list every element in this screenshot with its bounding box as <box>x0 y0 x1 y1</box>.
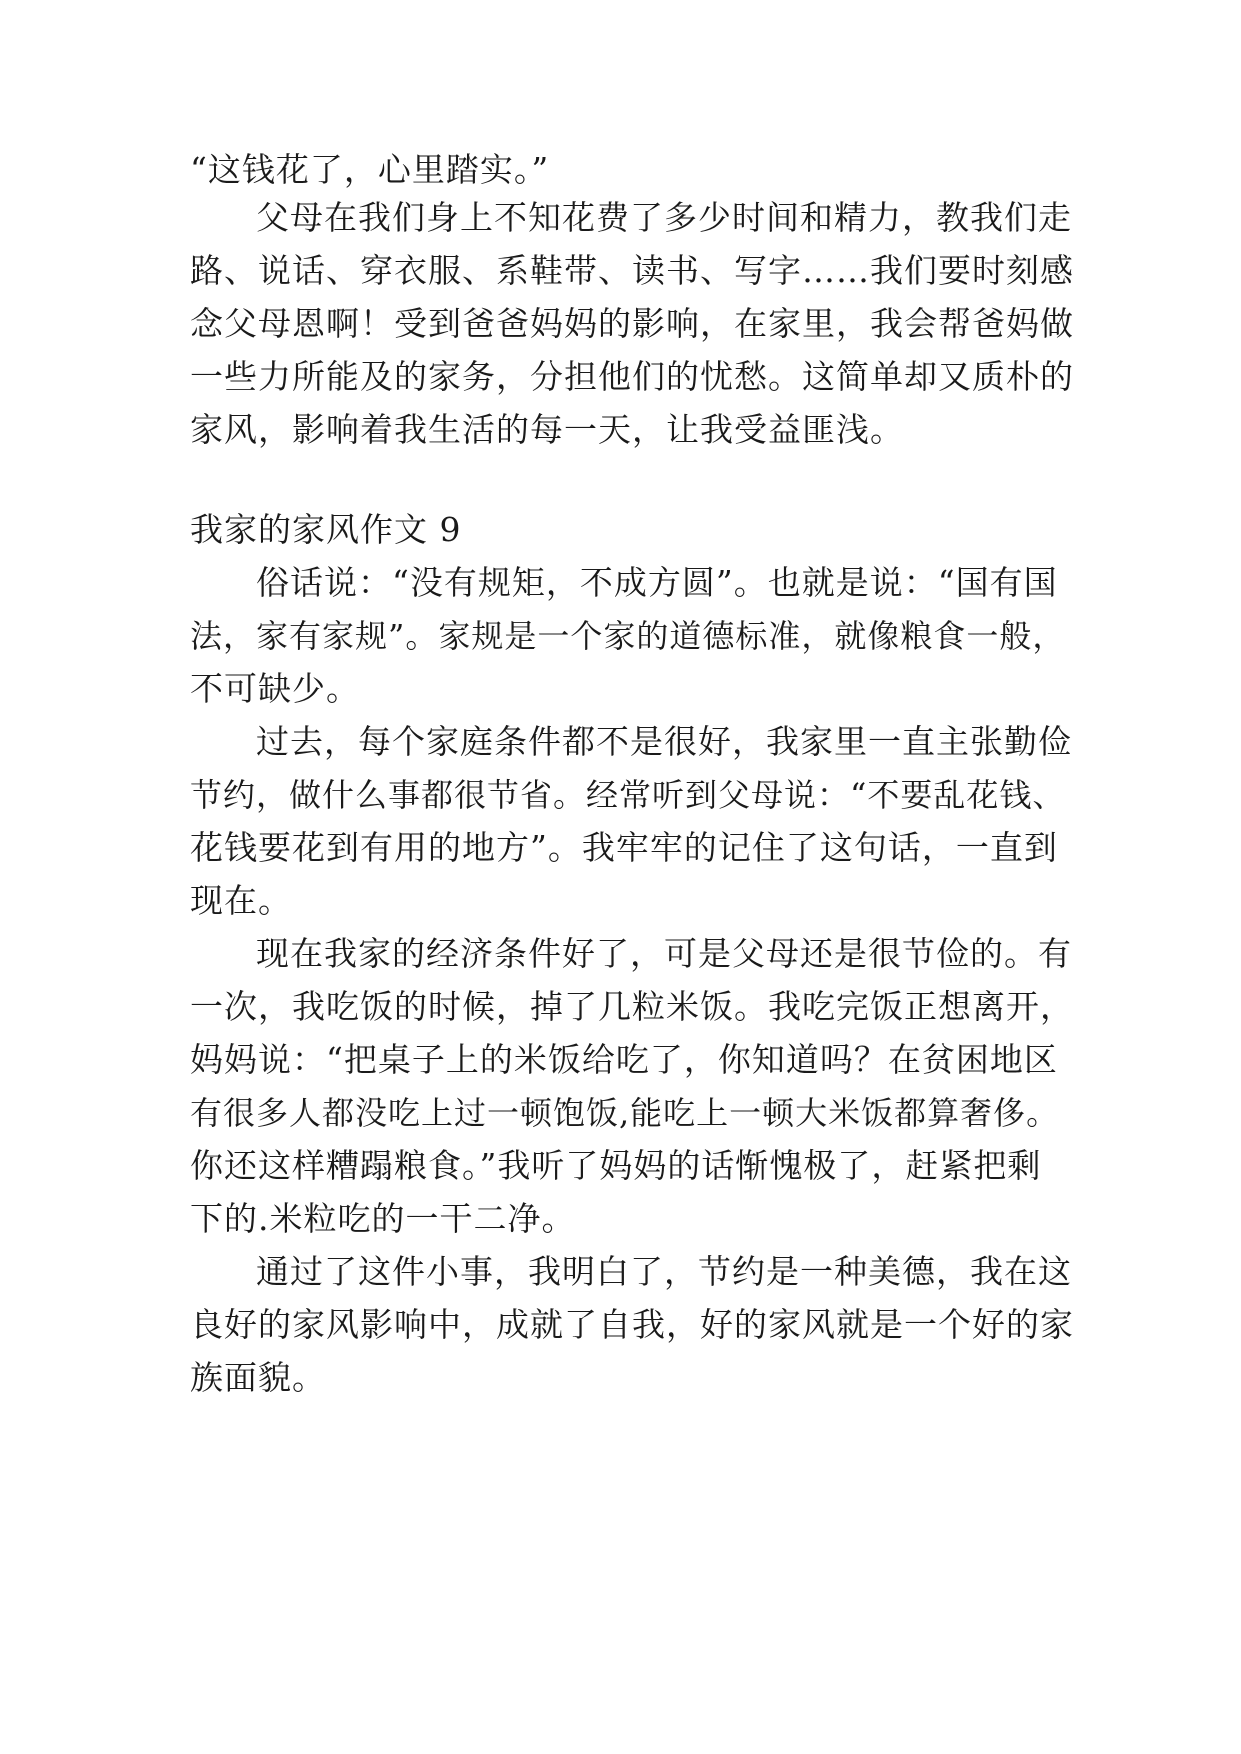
text-line: 你还这样糟蹋粮食。”我听了妈妈的话惭愧极了，赶紧把剩 <box>190 1146 1042 1185</box>
text-line: 通过了这件小事，我明白了，节约是一种美德，我在这 <box>256 1252 1072 1291</box>
text-line: 俗话说：“没有规矩，不成方圆”。也就是说：“国有国 <box>256 563 1058 602</box>
text-line: 一些力所能及的家务，分担他们的忧愁。这简单却又质朴的 <box>190 357 1074 396</box>
text-line: 节约，做什么事都很节省。经常听到父母说：“不要乱花钱、 <box>190 776 1066 814</box>
text-line: 念父母恩啊！受到爸爸妈妈的影响，在家里，我会帮爸妈做 <box>190 304 1074 343</box>
text-line: 父母在我们身上不知花费了多少时间和精力，教我们走 <box>256 198 1072 237</box>
text-line: 一次，我吃饭的时候，掉了几粒米饭。我吃完饭正想离开， <box>190 987 1074 1026</box>
text-line: 妈妈说：“把桌子上的米饭给吃了，你知道吗？在贫困地区 <box>190 1040 1058 1079</box>
text-line: 现在。 <box>190 881 292 920</box>
text-line: 花钱要花到有用的地方”。我牢牢的记住了这句话，一直到 <box>190 828 1058 867</box>
text-line: 路、说话、穿衣服、系鞋带、读书、写字……我们要时刻感 <box>190 251 1074 290</box>
essay-title: 我家的家风作文 9 <box>190 510 462 549</box>
text-line: 有很多人都没吃上过一顿饱饭,能吃上一顿大米饭都算奢侈。 <box>190 1094 1060 1132</box>
text-line: 法，家有家规”。家规是一个家的道德标准，就像粮食一般， <box>190 617 1066 655</box>
text-line: 过去，每个家庭条件都不是很好，我家里一直主张勤俭 <box>256 722 1072 761</box>
text-line: 下的.米粒吃的一干二净。 <box>190 1199 576 1238</box>
text-line: 家风，影响着我生活的每一天，让我受益匪浅。 <box>190 410 904 449</box>
text-line: 不可缺少。 <box>190 669 360 708</box>
text-line: “这钱花了，心里踏实。” <box>190 150 550 189</box>
text-line: 现在我家的经济条件好了，可是父母还是很节俭的。有 <box>256 934 1072 973</box>
text-line: 良好的家风影响中，成就了自我，好的家风就是一个好的家 <box>190 1305 1074 1344</box>
text-line: 族面貌。 <box>190 1358 326 1397</box>
